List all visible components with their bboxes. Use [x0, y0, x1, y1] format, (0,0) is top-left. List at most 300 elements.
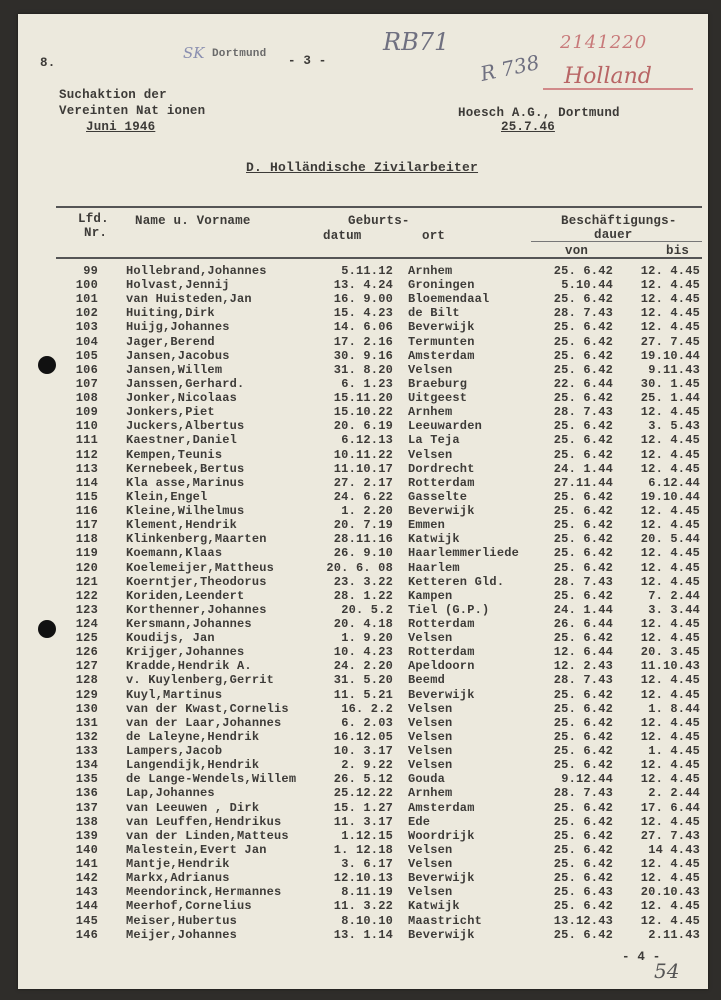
row-birth-date: 25.12.22	[333, 786, 393, 801]
row-nr: 139	[75, 828, 98, 843]
row-birth-place: Rotterdam	[408, 645, 475, 660]
row-birth-place: Beverwijk	[408, 871, 475, 886]
row-birth-place: Beemd	[408, 673, 446, 688]
row-nr: 142	[75, 871, 98, 886]
red-underline	[543, 88, 693, 90]
row-employment-to: 12. 4.45	[640, 574, 700, 589]
row-employment-to: 25. 1.44	[640, 391, 700, 406]
row-employment-to: 6.12.44	[648, 475, 700, 490]
row-name: van Huisteden,Jan	[126, 292, 252, 307]
row-employment-from: 25. 6.42	[553, 814, 613, 829]
row-name: Krijger,Johannes	[126, 645, 245, 660]
row-employment-to: 20. 3.45	[640, 645, 700, 660]
row-birth-place: Groningen	[408, 278, 475, 293]
row-employment-to: 1. 4.45	[648, 744, 700, 759]
row-birth-place: Rotterdam	[408, 617, 475, 631]
row-birth-place: Arnhem	[408, 405, 453, 420]
row-employment-to: 12. 4.45	[640, 899, 700, 914]
col-header-ort: ort	[422, 229, 446, 243]
typed-top-annotation: Dortmund	[212, 48, 267, 60]
row-name: Koemann,Klaas	[126, 546, 223, 561]
row-name: Kleine,Wilhelmus	[126, 504, 245, 519]
row-birth-date: 24. 2.20	[333, 659, 393, 674]
row-name: Meendorinck,Hermannes	[126, 885, 282, 900]
row-birth-date: 11.10.17	[333, 461, 393, 476]
row-name: Malestein,Evert Jan	[126, 842, 267, 857]
row-nr: 100	[75, 278, 98, 293]
row-employment-from: 25. 6.42	[553, 433, 613, 448]
row-name: Meerhof,Cornelius	[126, 899, 252, 914]
row-birth-date: 23. 3.22	[333, 574, 393, 589]
row-nr: 106	[75, 362, 98, 377]
row-birth-date: 10.11.22	[333, 447, 393, 462]
row-employment-to: 3. 3.44	[648, 602, 700, 617]
row-employment-from: 25. 6.42	[553, 729, 613, 744]
row-birth-place: La Teja	[408, 433, 460, 448]
row-employment-from: 28. 7.43	[553, 574, 613, 589]
row-birth-date: 28.11.16	[333, 532, 393, 547]
row-employment-to: 19.10.44	[640, 489, 700, 504]
table-header-rule	[56, 257, 702, 259]
pencil-annotation-sk: SK	[183, 44, 205, 62]
row-birth-place: Beverwijk	[408, 320, 475, 335]
row-employment-to: 12. 4.45	[640, 306, 700, 321]
page-number: - 3 -	[288, 54, 327, 68]
row-birth-date: 20. 4.18	[333, 617, 393, 631]
row-birth-place: Ketteren Gld.	[408, 574, 505, 589]
row-name: van Leuffen,Hendrikus	[126, 814, 282, 829]
row-nr: 118	[75, 532, 98, 547]
row-nr: 102	[75, 306, 98, 321]
row-birth-place: Gouda	[408, 772, 446, 787]
row-employment-to: 20. 5.44	[640, 532, 700, 547]
row-name: Kersmann,Johannes	[126, 617, 252, 631]
row-nr: 112	[75, 447, 98, 462]
row-employment-from: 28. 7.43	[553, 405, 613, 420]
row-birth-place: Ede	[408, 814, 431, 829]
row-birth-place: Katwijk	[408, 899, 460, 914]
row-name: Kradde,Hendrik A.	[126, 659, 252, 674]
row-employment-to: 11.10.43	[640, 659, 700, 674]
row-birth-date: 20. 5.2	[341, 602, 393, 617]
row-birth-date: 30. 9.16	[333, 348, 393, 363]
row-employment-from: 25. 6.42	[553, 489, 613, 504]
row-name: Mantje,Hendrik	[126, 857, 230, 872]
row-birth-place: Dordrecht	[408, 461, 475, 476]
row-employment-from: 26. 6.44	[553, 617, 613, 631]
row-birth-date: 3. 6.17	[341, 857, 393, 872]
row-birth-date: 24. 6.22	[333, 489, 393, 504]
row-employment-to: 27. 7.45	[640, 334, 700, 349]
row-birth-date: 20. 6.19	[333, 419, 393, 434]
row-nr: 124	[75, 617, 98, 631]
row-birth-date: 27. 2.17	[333, 475, 393, 490]
col-header-datum: datum	[323, 229, 362, 243]
row-employment-to: 2. 2.44	[648, 786, 700, 801]
row-employment-from: 25. 6.42	[553, 800, 613, 815]
row-employment-to: 12. 4.45	[640, 447, 700, 462]
row-name: Kempen,Teunis	[126, 447, 223, 462]
row-employment-from: 25. 6.42	[553, 264, 613, 278]
row-employment-from: 25. 6.42	[553, 758, 613, 773]
row-employment-to: 12. 4.45	[640, 617, 700, 631]
header-left-line1: Suchaktion der	[59, 88, 167, 102]
row-employment-from: 25. 6.42	[553, 899, 613, 914]
row-birth-date: 1. 9.20	[341, 631, 393, 646]
row-name: Meijer,Johannes	[126, 927, 238, 942]
row-birth-place: Apeldoorn	[408, 659, 475, 674]
row-employment-from: 24. 1.44	[553, 602, 613, 617]
row-birth-date: 11. 3.17	[333, 814, 393, 829]
row-employment-from: 25. 6.42	[553, 842, 613, 857]
row-employment-to: 3. 5.43	[648, 419, 700, 434]
row-name: de Laleyne,Hendrik	[126, 729, 260, 744]
row-employment-to: 12. 4.45	[640, 320, 700, 335]
table-top-rule	[56, 206, 702, 208]
row-employment-from: 25. 6.42	[553, 292, 613, 307]
row-name: Markx,Adrianus	[126, 871, 230, 886]
row-employment-to: 20.10.43	[640, 885, 700, 900]
footer-page-number: - 4 -	[622, 950, 661, 964]
row-employment-to: 12. 4.45	[640, 772, 700, 787]
row-birth-place: Amsterdam	[408, 800, 475, 815]
row-employment-to: 12. 4.45	[640, 687, 700, 702]
row-employment-from: 25. 6.42	[553, 871, 613, 886]
row-employment-to: 12. 4.45	[640, 546, 700, 561]
row-name: de Lange-Wendels,Willem	[126, 772, 297, 787]
row-birth-date: 8.10.10	[341, 913, 393, 928]
row-employment-to: 12. 4.45	[640, 518, 700, 533]
archive-code-rb: RB71	[383, 28, 450, 56]
punch-hole	[38, 620, 56, 638]
row-nr: 126	[75, 645, 98, 660]
row-nr: 140	[75, 842, 98, 857]
col-header-beschaeftigung: Beschäftigungs-	[561, 214, 677, 228]
row-birth-place: Velsen	[408, 857, 453, 872]
row-nr: 143	[75, 885, 98, 900]
row-employment-to: 12. 4.45	[640, 560, 700, 575]
dauer-rule	[531, 241, 702, 242]
row-employment-from: 25. 6.42	[553, 419, 613, 434]
row-birth-place: Arnhem	[408, 264, 453, 278]
row-name: Janssen,Gerhard.	[126, 376, 245, 391]
row-nr: 117	[75, 518, 98, 533]
row-birth-date: 26. 5.12	[333, 772, 393, 787]
row-employment-to: 12. 4.45	[640, 278, 700, 293]
col-header-dauer: dauer	[594, 228, 633, 242]
row-name: Juckers,Albertus	[126, 419, 245, 434]
row-nr: 138	[75, 814, 98, 829]
row-birth-place: Velsen	[408, 758, 453, 773]
row-name: v. Kuylenberg,Gerrit	[126, 673, 275, 688]
row-nr: 146	[75, 927, 98, 942]
row-employment-from: 25. 6.42	[553, 828, 613, 843]
row-nr: 110	[75, 419, 98, 434]
row-employment-to: 12. 4.45	[640, 814, 700, 829]
row-birth-place: Katwijk	[408, 532, 460, 547]
row-birth-date: 31. 8.20	[333, 362, 393, 377]
row-birth-date: 31. 5.20	[333, 673, 393, 688]
row-nr: 101	[75, 292, 98, 307]
row-employment-from: 25. 6.42	[553, 560, 613, 575]
row-birth-date: 5.11.12	[341, 264, 393, 278]
row-employment-to: 12. 4.45	[640, 292, 700, 307]
row-employment-from: 25. 6.42	[553, 504, 613, 519]
row-birth-date: 10. 3.17	[333, 744, 393, 759]
row-nr: 121	[75, 574, 98, 589]
row-birth-place: Bloemendaal	[408, 292, 490, 307]
row-nr: 132	[75, 729, 98, 744]
row-birth-date: 26. 9.10	[333, 546, 393, 561]
row-birth-date: 20. 6. 08	[326, 560, 393, 575]
row-employment-to: 12. 4.45	[640, 631, 700, 646]
row-birth-place: Termunten	[408, 334, 475, 349]
row-employment-to: 27. 7.43	[640, 828, 700, 843]
row-employment-from: 25. 6.42	[553, 631, 613, 646]
row-birth-date: 20. 7.19	[333, 518, 393, 533]
row-employment-from: 5.10.44	[561, 278, 613, 293]
row-birth-place: Haarlem	[408, 560, 460, 575]
row-birth-date: 17. 2.16	[333, 334, 393, 349]
row-employment-to: 7. 2.44	[648, 588, 700, 603]
row-nr: 125	[75, 631, 98, 646]
row-nr: 107	[75, 376, 98, 391]
row-employment-from: 22. 6.44	[553, 376, 613, 391]
row-nr: 109	[75, 405, 98, 420]
row-birth-date: 15. 4.23	[333, 306, 393, 321]
row-nr: 128	[75, 673, 98, 688]
red-annotation-number: 2141220	[560, 32, 648, 53]
row-employment-to: 9.11.43	[648, 362, 700, 377]
row-birth-date: 14. 6.06	[333, 320, 393, 335]
row-name: Koelemeijer,Mattheus	[126, 560, 275, 575]
row-employment-to: 12. 4.45	[640, 758, 700, 773]
row-birth-place: Tiel (G.P.)	[408, 602, 490, 617]
row-employment-from: 25. 6.43	[553, 885, 613, 900]
row-employment-from: 25. 6.42	[553, 518, 613, 533]
row-birth-date: 13. 4.24	[333, 278, 393, 293]
row-employment-from: 25. 6.42	[553, 715, 613, 730]
row-birth-date: 6. 2.03	[341, 715, 393, 730]
row-birth-place: Gasselte	[408, 489, 468, 504]
row-name: Klement,Hendrik	[126, 518, 238, 533]
header-right-date: 25.7.46	[501, 120, 555, 134]
punch-hole	[38, 356, 56, 374]
row-birth-date: 28. 1.22	[333, 588, 393, 603]
row-nr: 113	[75, 461, 98, 476]
row-birth-date: 12.10.13	[333, 871, 393, 886]
page-title: D. Holländische Zivilarbeiter	[246, 160, 479, 175]
row-birth-date: 16.12.05	[333, 729, 393, 744]
row-name: Huijg,Johannes	[126, 320, 230, 335]
row-birth-place: Braeburg	[408, 376, 468, 391]
footer-handwritten-number: 54	[654, 959, 680, 983]
row-birth-date: 6.12.13	[341, 433, 393, 448]
row-name: Lap,Johannes	[126, 786, 215, 801]
row-birth-place: Velsen	[408, 631, 453, 646]
row-employment-to: 12. 4.45	[640, 857, 700, 872]
row-birth-place: Maastricht	[408, 913, 483, 928]
row-birth-date: 10. 4.23	[333, 645, 393, 660]
row-employment-from: 24. 1.44	[553, 461, 613, 476]
row-employment-from: 28. 7.43	[553, 306, 613, 321]
row-nr: 137	[75, 800, 98, 815]
row-birth-date: 11. 3.22	[333, 899, 393, 914]
row-birth-place: Emmen	[408, 518, 446, 533]
col-header-nr: Nr.	[84, 226, 108, 240]
row-employment-from: 9.12.44	[561, 772, 613, 787]
col-header-bis: bis	[666, 244, 690, 258]
row-name: Jonker,Nicolaas	[126, 391, 238, 406]
row-employment-from: 27.11.44	[553, 475, 613, 490]
row-birth-place: Velsen	[408, 362, 453, 377]
row-birth-place: Velsen	[408, 715, 453, 730]
row-name: Koudijs, Jan	[126, 631, 215, 646]
row-nr: 103	[75, 320, 98, 335]
row-employment-to: 12. 4.45	[640, 461, 700, 476]
row-birth-date: 2. 9.22	[341, 758, 393, 773]
row-name: Meiser,Hubertus	[126, 913, 238, 928]
row-employment-to: 12. 4.45	[640, 433, 700, 448]
row-birth-date: 16. 9.00	[333, 292, 393, 307]
row-nr: 111	[75, 433, 98, 448]
row-birth-place: Beverwijk	[408, 927, 475, 942]
row-nr: 115	[75, 489, 98, 504]
row-birth-place: Kampen	[408, 588, 453, 603]
row-name: Langendijk,Hendrik	[126, 758, 260, 773]
row-employment-from: 25. 6.42	[553, 857, 613, 872]
row-birth-place: Beverwijk	[408, 504, 475, 519]
row-employment-to: 30. 1.45	[640, 376, 700, 391]
row-employment-to: 12. 4.45	[640, 405, 700, 420]
row-nr: 144	[75, 899, 98, 914]
col-header-von: von	[565, 244, 589, 258]
row-employment-to: 1. 8.44	[648, 701, 700, 716]
row-nr: 105	[75, 348, 98, 363]
row-employment-to: 12. 4.45	[640, 264, 700, 278]
row-name: Lampers,Jacob	[126, 744, 223, 759]
row-employment-to: 12. 4.45	[640, 673, 700, 688]
row-birth-date: 8.11.19	[341, 885, 393, 900]
row-employment-from: 12. 2.43	[553, 659, 613, 674]
row-nr: 120	[75, 560, 98, 575]
row-nr: 145	[75, 913, 98, 928]
row-birth-place: Velsen	[408, 701, 453, 716]
row-nr: 141	[75, 857, 98, 872]
row-employment-from: 25. 6.42	[553, 927, 613, 942]
row-employment-to: 17. 6.44	[640, 800, 700, 815]
row-birth-place: Velsen	[408, 729, 453, 744]
row-nr: 134	[75, 758, 98, 773]
row-employment-from: 28. 7.43	[553, 673, 613, 688]
row-employment-from: 12. 6.44	[553, 645, 613, 660]
archive-code-r: R 738	[478, 50, 542, 86]
holland-annotation: Holland	[564, 64, 652, 89]
row-employment-to: 14 4.43	[648, 842, 700, 857]
row-birth-date: 15.10.22	[333, 405, 393, 420]
row-name: Koerntjer,Theodorus	[126, 574, 267, 589]
row-name: van der Laar,Johannes	[126, 715, 282, 730]
row-employment-from: 25. 6.42	[553, 744, 613, 759]
row-employment-from: 25. 6.42	[553, 701, 613, 716]
row-name: van Leeuwen , Dirk	[126, 800, 260, 815]
row-employment-from: 25. 6.42	[553, 532, 613, 547]
row-employment-to: 19.10.44	[640, 348, 700, 363]
row-nr: 99	[83, 264, 98, 278]
row-name: Jonkers,Piet	[126, 405, 215, 420]
row-birth-place: Leeuwarden	[408, 419, 483, 434]
row-birth-date: 1.12.15	[341, 828, 393, 843]
row-name: Kaestner,Daniel	[126, 433, 238, 448]
row-nr: 130	[75, 701, 98, 716]
row-employment-from: 25. 6.42	[553, 588, 613, 603]
row-nr: 108	[75, 391, 98, 406]
row-birth-date: 1. 12.18	[333, 842, 393, 857]
row-name: Korthenner,Johannes	[126, 602, 267, 617]
row-birth-place: Beverwijk	[408, 687, 475, 702]
header-right-line1: Hoesch A.G., Dortmund	[458, 106, 620, 120]
row-name: van der Kwast,Cornelis	[126, 701, 289, 716]
row-birth-place: Velsen	[408, 447, 453, 462]
row-birth-place: Woordrijk	[408, 828, 475, 843]
row-employment-from: 25. 6.42	[553, 546, 613, 561]
row-nr: 136	[75, 786, 98, 801]
header-left-line3: Juni 1946	[86, 120, 156, 134]
row-birth-date: 13. 1.14	[333, 927, 393, 942]
row-nr: 114	[75, 475, 98, 490]
row-employment-from: 25. 6.42	[553, 391, 613, 406]
row-birth-date: 15.11.20	[333, 391, 393, 406]
col-header-lfd: Lfd.	[78, 212, 109, 226]
row-employment-from: 25. 6.42	[553, 348, 613, 363]
row-nr: 122	[75, 588, 98, 603]
row-nr: 131	[75, 715, 98, 730]
row-birth-place: Amsterdam	[408, 348, 475, 363]
row-nr: 135	[75, 772, 98, 787]
row-name: Jager,Berend	[126, 334, 215, 349]
row-name: Kla asse,Marinus	[126, 475, 245, 490]
row-nr: 127	[75, 659, 98, 674]
row-name: Jansen,Jacobus	[126, 348, 230, 363]
row-name: Jansen,Willem	[126, 362, 223, 377]
row-nr: 123	[75, 602, 98, 617]
row-employment-from: 25. 6.42	[553, 334, 613, 349]
header-left-line2: Vereinten Nat ionen	[59, 104, 206, 118]
row-birth-date: 15. 1.27	[333, 800, 393, 815]
row-name: Klein,Engel	[126, 489, 208, 504]
row-birth-place: de Bilt	[408, 306, 460, 321]
row-birth-place: Uitgeest	[408, 391, 468, 406]
col-header-geburts: Geburts-	[348, 214, 410, 228]
row-nr: 116	[75, 504, 98, 519]
col-header-name: Name u. Vorname	[135, 214, 251, 228]
row-employment-to: 12. 4.45	[640, 715, 700, 730]
row-employment-from: 25. 6.42	[553, 320, 613, 335]
row-employment-to: 12. 4.45	[640, 504, 700, 519]
page-marker: 8.	[40, 56, 56, 70]
row-birth-date: 1. 2.20	[341, 504, 393, 519]
row-name: Kernebeek,Bertus	[126, 461, 245, 476]
row-birth-place: Haarlemmerliede	[408, 546, 520, 561]
row-name: Holvast,Jennij	[126, 278, 230, 293]
row-employment-to: 12. 4.45	[640, 871, 700, 886]
row-birth-place: Rotterdam	[408, 475, 475, 490]
row-employment-from: 28. 7.43	[553, 786, 613, 801]
document-page	[18, 14, 708, 989]
row-birth-place: Velsen	[408, 744, 453, 759]
row-employment-from: 25. 6.42	[553, 362, 613, 377]
row-name: Koriden,Leendert	[126, 588, 245, 603]
